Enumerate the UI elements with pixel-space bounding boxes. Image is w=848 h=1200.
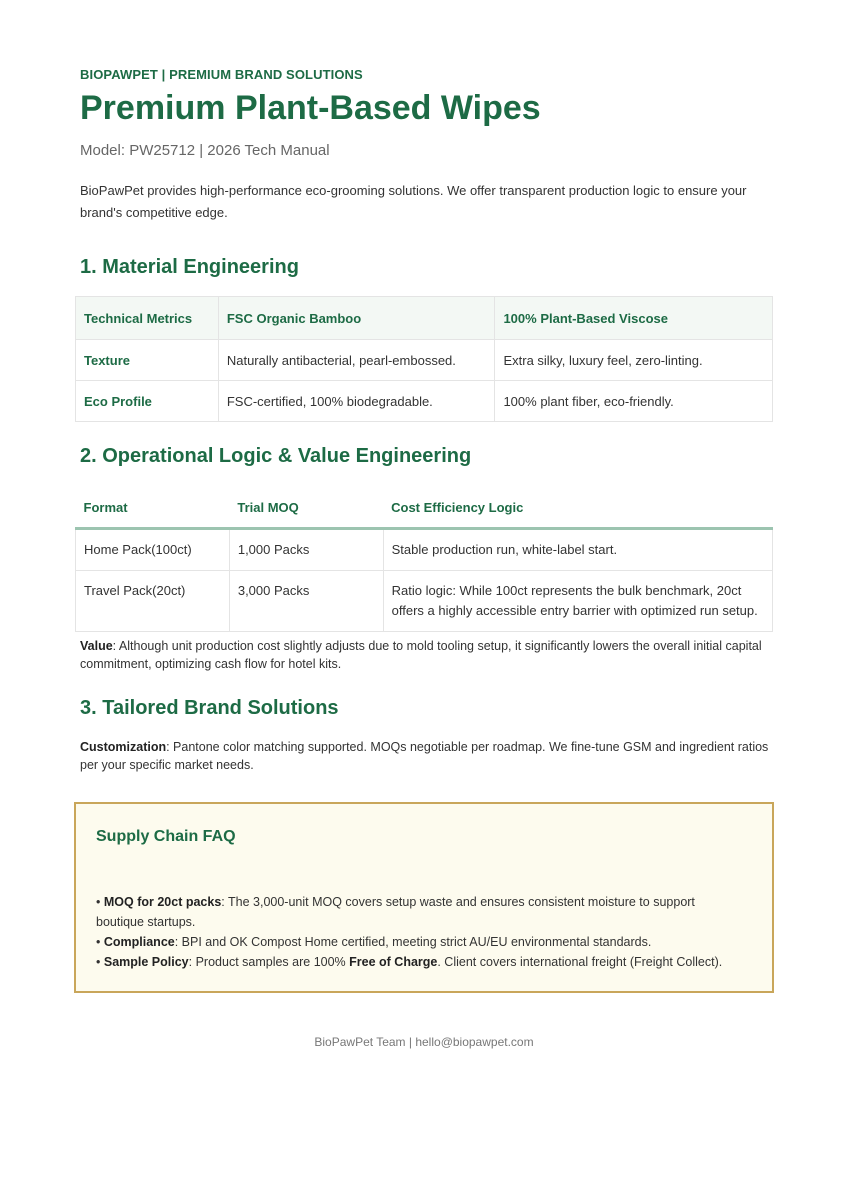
supply-chain-faq-box (74, 802, 774, 993)
page-title: Premium Plant-Based Wipes (80, 89, 541, 127)
table-cell: 3,000 Packs (229, 571, 383, 632)
page-subtitle: Model: PW25712 | 2026 Tech Manual (80, 142, 330, 159)
column-header: Format (76, 487, 230, 529)
table-cell: 100% plant fiber, eco-friendly. (495, 381, 773, 422)
row-header: Texture (76, 340, 219, 381)
faq-list (96, 892, 746, 972)
brand-line: BIOPAWPET | PREMIUM BRAND SOLUTIONS (80, 67, 363, 82)
table-cell: Stable production run, white-label start. (383, 529, 772, 571)
table-cell: Ratio logic: While 100ct represents the bulk benchmark, 20ct offers a highly accessible entry barrier with optimized run setup. (383, 571, 772, 632)
table-cell: Naturally antibacterial, pearl-embossed. (218, 340, 495, 381)
table-row (76, 571, 773, 632)
intro-paragraph: BioPawPet provides high-performance eco-grooming solutions. We offer transparent production logic to ensure your brand's competitive edge. (80, 183, 747, 220)
faq-item-label: Compliance (103, 935, 175, 949)
section-heading-tailored-solutions: 3. Tailored Brand Solutions (80, 697, 339, 719)
faq-item-text: : The 3,000-unit MOQ covers setup waste and ensures consistent moisture to support boutique startups. (96, 895, 695, 929)
faq-title: Supply Chain FAQ (96, 828, 236, 845)
column-header: 100% Plant-Based Viscose (495, 297, 773, 340)
column-header: Trial MOQ (229, 487, 383, 529)
table-cell: Travel Pack(20ct) (76, 571, 230, 632)
table-cell: FSC-certified, 100% biodegradable. (218, 381, 495, 422)
section-heading-material-engineering: 1. Material Engineering (80, 256, 299, 278)
faq-item-label: Sample Policy (103, 955, 189, 969)
bullet: • (96, 935, 101, 949)
faq-item-emphasis: Free of Charge (349, 955, 438, 969)
bullet: • (96, 955, 101, 969)
list-item (96, 932, 746, 952)
value-text: : Although unit production cost slightly adjusts due to mold tooling setup, it significantly lowers the overall initial capital commitment, optimizing cash flow for hotel kits. (80, 639, 762, 671)
faq-item-text: . Client covers international freight (Freight Collect). (437, 955, 723, 969)
table-header-row (76, 487, 773, 529)
row-header: Eco Profile (76, 381, 219, 422)
footer-contact: BioPawPet Team | hello@biopawpet.com (314, 1035, 534, 1049)
table-header-row (76, 297, 773, 340)
faq-item-text: : BPI and OK Compost Home certified, meeting strict AU/EU environmental standards. (174, 935, 652, 949)
customization-label: Customization (80, 740, 167, 754)
list-item (96, 952, 746, 972)
table-cell: Extra silky, luxury feel, zero-linting. (495, 340, 773, 381)
faq-item-label: MOQ for 20ct packs (103, 895, 222, 909)
column-header: FSC Organic Bamboo (218, 297, 495, 340)
customization-text: : Pantone color matching supported. MOQs negotiable per roadmap. We fine-tune GSM and ingredient ratios per your specific market needs. (80, 740, 769, 772)
table-cell: 1,000 Packs (229, 529, 383, 571)
table-cell: Home Pack(100ct) (76, 529, 230, 571)
operational-logic-table (75, 487, 773, 632)
column-header: Cost Efficiency Logic (383, 487, 772, 529)
list-item (96, 892, 746, 932)
column-header: Technical Metrics (76, 297, 219, 340)
section-heading-operational-logic: 2. Operational Logic & Value Engineering (80, 445, 472, 467)
table-row (76, 340, 773, 381)
material-engineering-table (75, 296, 773, 422)
customization-note (80, 738, 770, 774)
faq-item-text: : Product samples are 100% (188, 955, 350, 969)
value-note (80, 637, 770, 673)
table-row (76, 529, 773, 571)
bullet: • (96, 895, 101, 909)
value-label: Value (80, 639, 113, 653)
table-row (76, 381, 773, 422)
